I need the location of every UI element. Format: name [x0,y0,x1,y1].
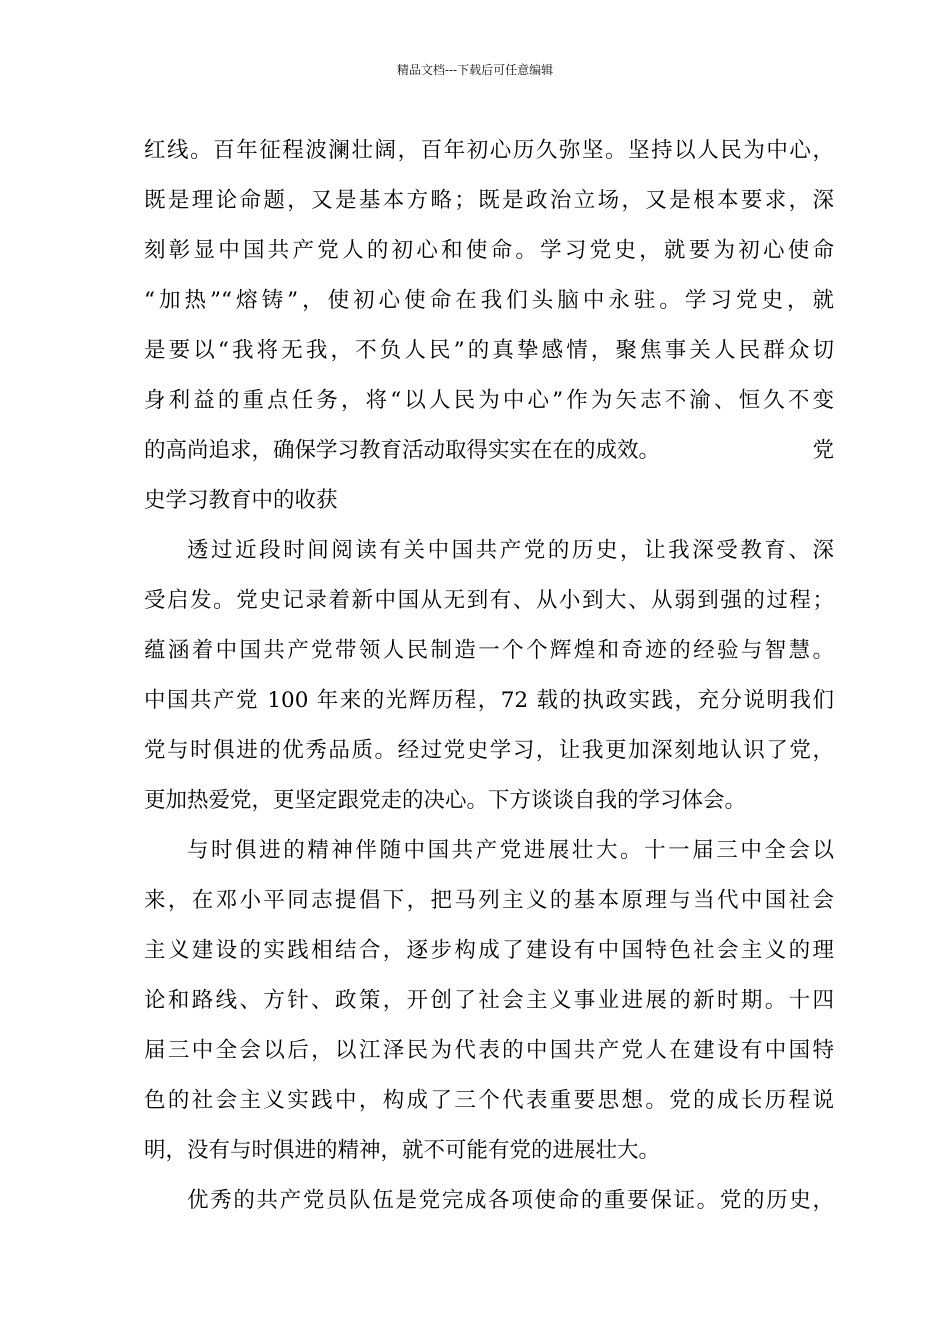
text-line-with-heading-start [144,426,834,476]
text-line: 中国共产党 100 年来的光辉历程，72 载的执政实践，充分说明我们 [144,688,834,713]
section-heading: 史学习教育中的收获 [144,488,338,513]
text-line: 主义建设的实践相结合，逐步构成了建设有中国特色社会主义的理 [144,938,834,963]
document-body [144,126,834,1226]
text-line: “加热”“熔铸”，使初心使命在我们头脑中永驻。学习党史，就 [144,288,834,313]
text-line: 论和路线、方针、政策，开创了社会主义事业进展的新时期。十四 [144,988,834,1013]
text-line: 刻彰显中国共产党人的初心和使命。学习党史，就要为初心使命 [144,238,834,263]
text-line: 更加热爱党，更坚定跟党走的决心。下方谈谈自我的学习体会。 [144,788,747,813]
text-line: 身利益的重点任务，将“以人民为中心”作为矢志不渝、恒久不变 [144,388,834,413]
heading-start-char: 党 [812,438,834,463]
text-line: 蕴涵着中国共产党带领人民制造一个个辉煌和奇迹的经验与智慧。 [144,638,834,663]
paragraph-first-line: 与时俱进的精神伴随中国共产党进展壮大。十一届三中全会以 [187,838,834,863]
text-line: 是要以“我将无我，不负人民”的真挚感情，聚焦事关人民群众切 [144,338,834,363]
paragraph-first-line: 优秀的共产党员队伍是党完成各项使命的重要保证。党的历史， [187,1188,834,1213]
text-line: 明，没有与时俱进的精神，就不可能有党的进展壮大。 [144,1138,661,1163]
page-header: 精品文档---下载后可任意编辑 [396,63,554,77]
text-line: 党与时俱进的优秀品质。经过党史学习，让我更加深刻地认识了党， [144,738,834,763]
text-line: 来，在邓小平同志提倡下，把马列主义的基本原理与当代中国社会 [144,888,834,913]
text-line: 受启发。党史记录着新中国从无到有、从小到大、从弱到强的过程； [144,588,834,613]
text-line-part: 的高尚追求，确保学习教育活动取得实实在在的成效。 [144,438,661,463]
text-line: 既是理论命题，又是基本方略；既是政治立场，又是根本要求，深 [144,188,834,213]
text-line: 红线。百年征程波澜壮阔，百年初心历久弥坚。坚持以人民为中心， [144,138,834,163]
text-line: 色的社会主义实践中，构成了三个代表重要思想。党的成长历程说 [144,1088,834,1113]
text-line: 届三中全会以后，以江泽民为代表的中国共产党人在建设有中国特 [144,1038,834,1063]
paragraph-first-line: 透过近段时间阅读有关中国共产党的历史，让我深受教育、深 [187,538,834,563]
